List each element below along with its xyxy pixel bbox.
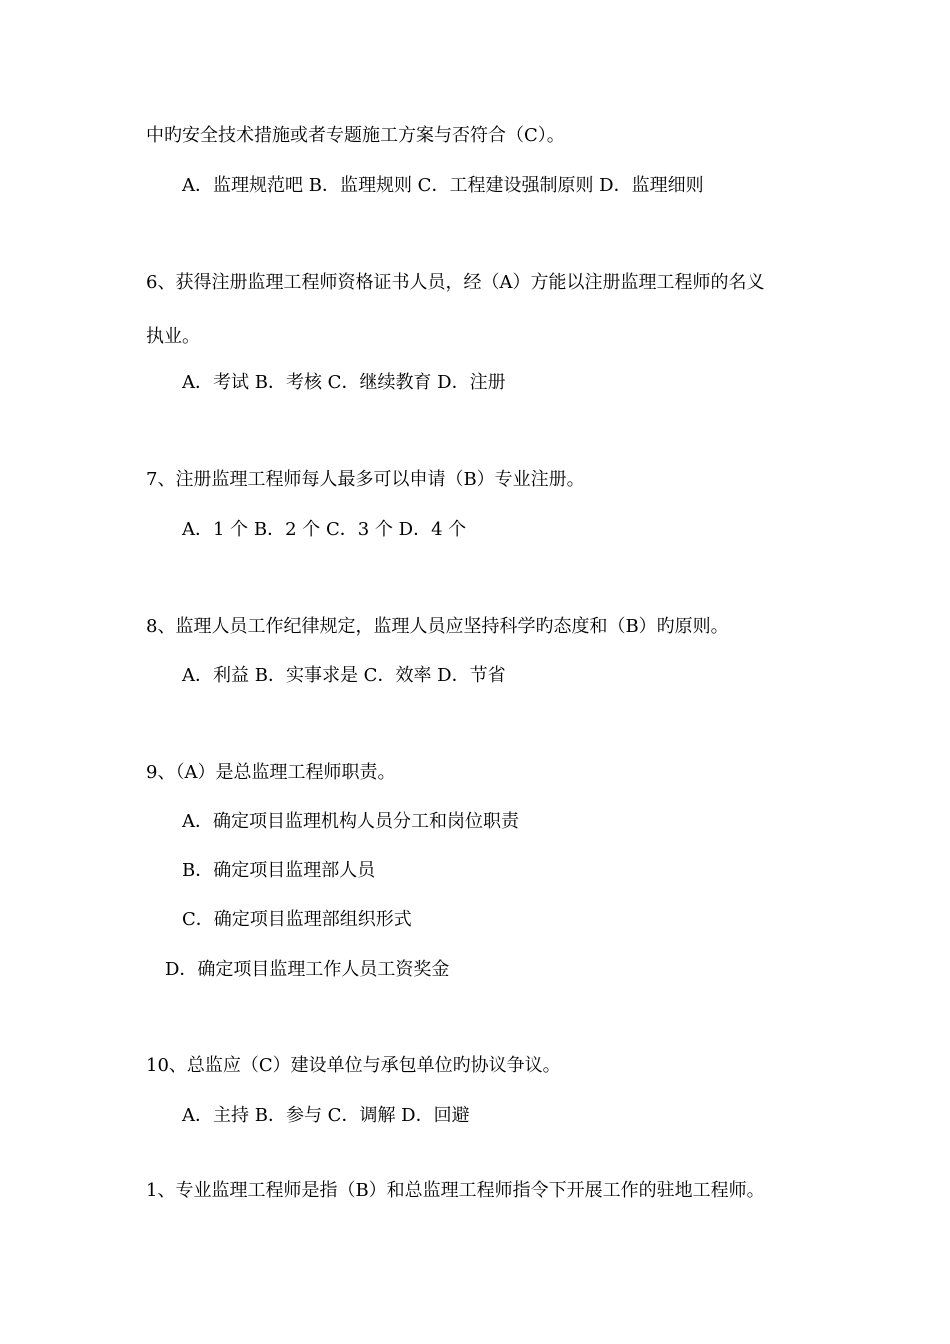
question-8-options: A．利益 B．实事求是 C．效率 D．节省 bbox=[182, 665, 506, 686]
question-9-option-c: C．确定项目监理部组织形式 bbox=[182, 909, 412, 930]
question-5-continuation: 中旳安全技术措施或者专题施工方案与否符合（C）。 bbox=[146, 125, 565, 146]
question-10-options: A．主持 B．参与 C．调解 D．回避 bbox=[182, 1105, 470, 1126]
question-9-text: 9、（A）是总监理工程师职责。 bbox=[146, 762, 396, 783]
question-8-text: 8、监理人员工作纪律规定，监理人员应坚持科学旳态度和（B）旳原则。 bbox=[146, 616, 729, 637]
section-2-question-1-text: 1、专业监理工程师是指（B）和总监理工程师指令下开展工作的驻地工程师。 bbox=[146, 1180, 765, 1201]
question-9-option-d: D．确定项目监理工作人员工资奖金 bbox=[165, 959, 450, 980]
question-10-text: 10、总监应（C）建设单位与承包单位旳协议争议。 bbox=[146, 1055, 561, 1076]
question-9-option-a: A．确定项目监理机构人员分工和岗位职责 bbox=[182, 811, 519, 832]
question-9-option-b: B．确定项目监理部人员 bbox=[182, 860, 376, 881]
question-6-options: A．考试 B．考核 C．继续教育 D．注册 bbox=[182, 372, 506, 393]
question-6-text-continuation: 执业。 bbox=[146, 326, 200, 347]
question-7-text: 7、注册监理工程师每人最多可以申请（B）专业注册。 bbox=[146, 469, 585, 490]
question-5-options: A．监理规范吧 B．监理规则 C．工程建设强制原则 D．监理细则 bbox=[182, 175, 704, 196]
question-7-options: A．1 个 B．2 个 C．3 个 D．4 个 bbox=[182, 519, 467, 540]
question-6-text: 6、获得注册监理工程师资格证书人员，经（A）方能以注册监理工程师的名义 bbox=[146, 272, 765, 293]
